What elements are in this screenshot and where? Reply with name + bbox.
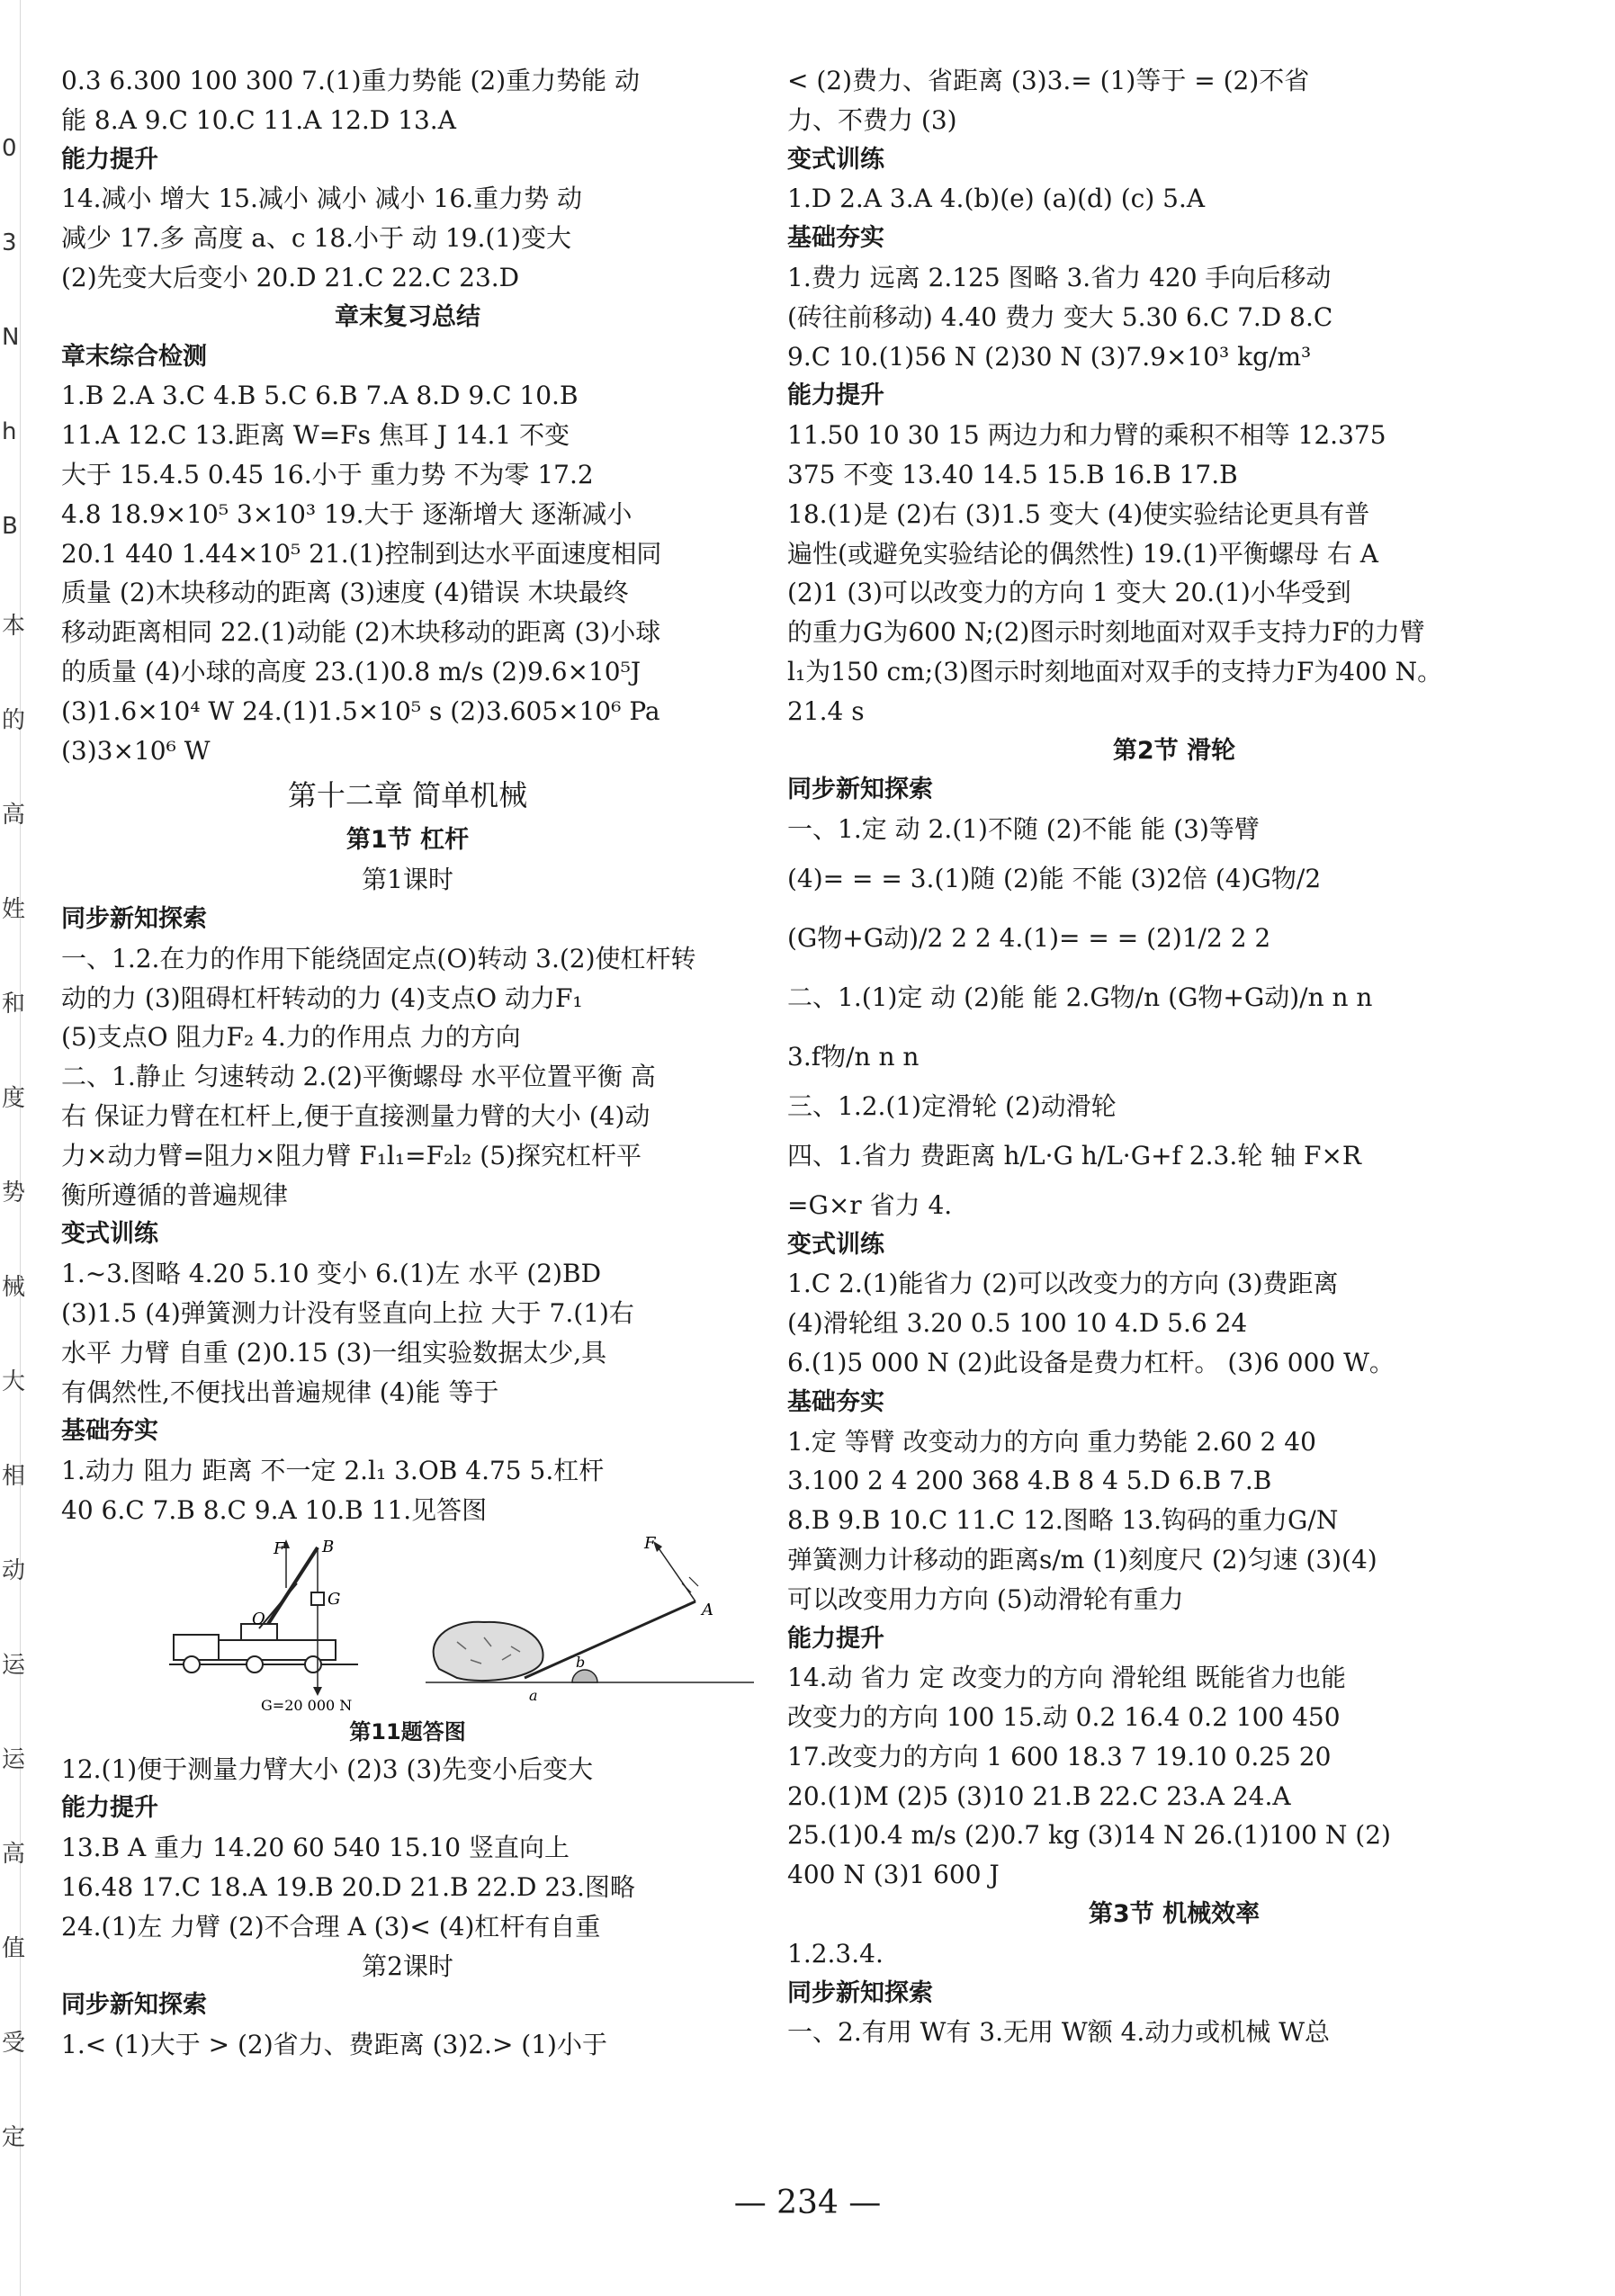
- right-column-line: 1.2.3.4.: [787, 1938, 884, 1969]
- edge-char: 的: [2, 707, 26, 734]
- edge-char: N: [2, 324, 20, 351]
- right-column-line: 1.C 2.(1)能省力 (2)可以改变力的方向 (3)费距离: [787, 1269, 1339, 1299]
- right-column-line: < (2)费力、省距离 (3)3.= (1)等于 = (2)不省: [787, 66, 1310, 95]
- left-column-after-line: 16.48 17.C 18.A 19.B 20.D 21.B 22.D 23.图略: [61, 1872, 635, 1903]
- right-column-line: 弹簧测力计移动的距离s/m (1)刻度尺 (2)匀速 (3)(4): [787, 1544, 1377, 1574]
- right-column-line: 遍性(或避免实验结论的偶然性) 19.(1)平衡螺母 右 A: [787, 538, 1378, 569]
- left-column-line: 能力提升: [61, 145, 158, 174]
- figure-label-O: O: [252, 1609, 265, 1628]
- edge-char: 大: [2, 1368, 26, 1395]
- left-column-lines: [61, 61, 754, 1530]
- edge-char: 运: [2, 1746, 26, 1773]
- figure-label-F2: F: [644, 1533, 656, 1553]
- left-column-line: 动的力 (3)阻碍杠杆转动的力 (4)支点O 动力F₁: [61, 982, 583, 1013]
- left-column-line: (5)支点O 阻力F₂ 4.力的作用点 力的方向: [61, 1022, 521, 1053]
- edge-char: 动: [2, 1557, 26, 1584]
- right-column-line: 14.动 省力 定 改变力的方向 滑轮组 既能省力也能: [787, 1663, 1347, 1693]
- right-column-line: 6.(1)5 000 N (2)此设备是费力杠杆。 (3)6 000 W。: [787, 1347, 1395, 1377]
- figure-label-b: b: [576, 1653, 586, 1671]
- edge-char: 高: [2, 1841, 26, 1868]
- left-column-lines-after: [61, 1750, 754, 2065]
- edge-char: h: [2, 418, 17, 445]
- left-column: [61, 61, 754, 2065]
- left-column-after-line: 1.< (1)大于 > (2)省力、费距离 (3)2.> (1)小于: [61, 2030, 607, 2060]
- right-column-line: 基础夯实: [787, 1387, 884, 1416]
- left-column-line: 质量 (2)木块移动的距离 (3)速度 (4)错误 木块最终: [61, 578, 629, 608]
- right-column-line: 四、1.省力 费距离 h/L·G h/L·G+f 2.3.轮 轴 F×R: [787, 1140, 1361, 1170]
- right-column-line: 1.定 等臂 改变动力的方向 重力势能 2.60 2 40: [787, 1426, 1316, 1457]
- edge-char: 械: [2, 1274, 26, 1301]
- right-column-line: 可以改变用力方向 (5)动滑轮有重力: [787, 1583, 1184, 1614]
- right-column-line: 变式训练: [787, 145, 884, 174]
- edge-char: 和: [2, 991, 26, 1018]
- right-column-line: 1.D 2.A 3.A 4.(b)(e) (a)(d) (c) 5.A: [787, 184, 1206, 214]
- edge-char: 运: [2, 1652, 26, 1679]
- left-column-line: 1.B 2.A 3.C 4.B 5.C 6.B 7.A 8.D 9.C 10.B: [61, 381, 579, 411]
- right-column-line: 1.费力 远离 2.125 图略 3.省力 420 手向后移动: [787, 262, 1332, 292]
- page-number: — 234 —: [733, 2184, 882, 2221]
- right-column-line: 变式训练: [787, 1230, 884, 1259]
- left-column-line: (2)先变大后变小 20.D 21.C 22.C 23.D: [61, 262, 520, 292]
- figure-label-A: A: [702, 1600, 713, 1619]
- right-column-line: 3.f物/n n n: [787, 1041, 920, 1072]
- right-column-line: 第2节 滑轮: [1112, 736, 1236, 765]
- left-column-line: 第1课时: [362, 865, 453, 895]
- right-column-line: (4)= = = 3.(1)随 (2)能 不能 (3)2倍 (4)G物/2: [787, 863, 1322, 893]
- right-column-line: 三、1.2.(1)定滑轮 (2)动滑轮: [787, 1090, 1117, 1121]
- binding-edge: [0, 0, 26, 2296]
- right-column-line: 改变力的方向 100 15.动 0.2 16.4 0.2 100 450: [787, 1702, 1341, 1733]
- right-column-line: 基础夯实: [787, 224, 884, 253]
- edge-char: 定: [2, 2124, 26, 2151]
- right-column-line: 11.50 10 30 15 两边力和力臂的乘积不相等 12.375: [787, 420, 1386, 451]
- right-column-lines: [787, 61, 1561, 2052]
- right-column-line: 一、2.有用 W有 3.无用 W额 4.动力或机械 W总: [787, 2017, 1330, 2048]
- right-column-line: 20.(1)M (2)5 (3)10 21.B 22.C 23.A 24.A: [787, 1780, 1291, 1811]
- figure-label-B: B: [322, 1537, 335, 1556]
- left-column-line: 14.减小 增大 15.减小 减小 减小 16.重力势 动: [61, 184, 582, 214]
- left-column-line: 同步新知探索: [61, 904, 207, 933]
- left-column-line: 一、1.2.在力的作用下能绕固定点(O)转动 3.(2)使杠杆转: [61, 943, 696, 973]
- edge-char: B: [2, 513, 18, 540]
- left-column-line: 大于 15.4.5 0.45 16.小于 重力势 不为零 17.2: [61, 459, 594, 489]
- figure-label-a: a: [529, 1686, 538, 1704]
- edge-char: 姓: [2, 896, 26, 923]
- left-column-line: 移动距离相同 22.(1)动能 (2)木块移动的距离 (3)小球: [61, 617, 661, 648]
- figure-caption: 第11题答图: [349, 1718, 466, 1744]
- left-column-line: (3)3×10⁶ W: [61, 735, 211, 766]
- edge-char: 势: [2, 1179, 26, 1206]
- right-column-line: 一、1.定 动 2.(1)不随 (2)不能 能 (3)等臂: [787, 814, 1260, 845]
- right-column-line: 17.改变力的方向 1 600 18.3 7 19.10 0.25 20: [787, 1741, 1332, 1771]
- left-column-line: 的质量 (4)小球的高度 23.(1)0.8 m/s (2)9.6×10⁵J: [61, 656, 642, 686]
- left-column-line: 有偶然性,不便找出普遍规律 (4)能 等于: [61, 1377, 499, 1407]
- figure-label-F: F: [274, 1538, 285, 1558]
- left-column-line: 4.8 18.9×10⁵ 3×10³ 19.大于 逐渐增大 逐渐减小: [61, 498, 633, 529]
- left-column-line: 变式训练: [61, 1220, 158, 1249]
- edge-char: 值: [2, 1935, 26, 1962]
- left-column-line: 衡所遵循的普遍规律: [61, 1179, 289, 1210]
- left-column-after-line: 13.B A 重力 14.20 60 540 15.10 竖直向上: [61, 1833, 570, 1863]
- right-column-line: l₁为150 cm;(3)图示时刻地面对双手的支持力F为400 N。: [787, 656, 1443, 686]
- left-column-line: 二、1.静止 匀速转动 2.(2)平衡螺母 水平位置平衡 高: [61, 1062, 656, 1092]
- right-column-line: 9.C 10.(1)56 N (2)30 N (3)7.9×10³ kg/m³: [787, 341, 1312, 372]
- left-column-line: (3)1.5 (4)弹簧测力计没有竖直向上拉 大于 7.(1)右: [61, 1297, 634, 1328]
- left-column-after-line: 12.(1)便于测量力臂大小 (2)3 (3)先变小后变大: [61, 1753, 594, 1784]
- left-column-line: 40 6.C 7.B 8.C 9.A 10.B 11.见答图: [61, 1494, 488, 1525]
- right-column-line: 18.(1)是 (2)右 (3)1.5 变大 (4)使实验结论更具有普: [787, 498, 1370, 529]
- edge-char: 受: [2, 2030, 26, 2057]
- right-column-line: 能力提升: [787, 1624, 884, 1653]
- edge-char: 0: [2, 135, 17, 162]
- left-column-after-line: 第2课时: [362, 1951, 453, 1981]
- right-column-line: (G物+G动)/2 2 2 4.(1)= = = (2)1/2 2 2: [787, 922, 1271, 953]
- left-column-line: 水平 力臂 自重 (2)0.15 (3)一组实验数据太少,具: [61, 1337, 607, 1368]
- left-column-after-line: 能力提升: [61, 1794, 158, 1823]
- left-column-line: 1.动力 阻力 距离 不一定 2.l₁ 3.OB 4.75 5.杠杆: [61, 1456, 605, 1486]
- right-column-line: 375 不变 13.40 14.5 15.B 16.B 17.B: [787, 459, 1238, 489]
- left-column-line: 0.3 6.300 100 300 7.(1)重力势能 (2)重力势能 动: [61, 66, 641, 95]
- edge-char: 度: [2, 1085, 26, 1112]
- right-column-line: 力、不费力 (3): [787, 104, 957, 135]
- right-column-line: 第3节 机械效率: [1088, 1900, 1261, 1929]
- edge-char: 相: [2, 1463, 26, 1490]
- right-column-line: =G×r 省力 4.: [787, 1189, 953, 1220]
- edge-char: 高: [2, 802, 26, 829]
- right-column-line: 8.B 9.B 10.C 11.C 12.图略 13.钩码的重力G/N: [787, 1505, 1339, 1536]
- right-column-line: 21.4 s: [787, 695, 865, 726]
- left-column-line: 20.1 440 1.44×10⁵ 21.(1)控制到达水平面速度相同: [61, 538, 662, 569]
- left-column-line: 减少 17.多 高度 a、c 18.小于 动 19.(1)变大: [61, 223, 572, 254]
- left-column-line: 11.A 12.C 13.距离 W=Fs 焦耳 J 14.1 不变: [61, 420, 570, 451]
- figure-11-svg: [61, 1534, 754, 1714]
- left-column-line: 力×动力臂=阻力×阻力臂 F₁l₁=F₂l₂ (5)探究杠杆平: [61, 1140, 642, 1170]
- left-column-line: 章末综合检测: [61, 342, 207, 371]
- right-column-line: 的重力G为600 N;(2)图示时刻地面对双手支持力F的力臂: [787, 617, 1425, 648]
- right-column-line: 400 N (3)1 600 J: [787, 1860, 1000, 1890]
- left-column-line: 章末复习总结: [335, 302, 480, 331]
- edge-char: 3: [2, 229, 17, 256]
- right-column-line: 能力提升: [787, 381, 884, 410]
- left-column-line: 基础夯实: [61, 1417, 158, 1446]
- figure-label-G: G: [327, 1589, 341, 1609]
- left-column-line: 能 8.A 9.C 10.C 11.A 12.D 13.A: [61, 104, 456, 135]
- left-column-line: 1.~3.图略 4.20 5.10 变小 6.(1)左 水平 (2)BD: [61, 1259, 602, 1289]
- left-column-line: 右 保证力臂在杠杆上,便于直接测量力臂的大小 (4)动: [61, 1100, 650, 1131]
- right-column-line: 同步新知探索: [787, 1978, 933, 2007]
- figure-11-answer: [61, 1534, 754, 1714]
- right-column-line: 同步新知探索: [787, 776, 933, 804]
- left-column-line: 第十二章 简单机械: [287, 778, 528, 813]
- edge-char: 本: [2, 613, 26, 640]
- left-column-line: (3)1.6×10⁴ W 24.(1)1.5×10⁵ s (2)3.605×10⁶ Pa: [61, 695, 660, 726]
- right-column-line: 3.100 2 4 200 368 4.B 8 4 5.D 6.B 7.B: [787, 1466, 1272, 1496]
- right-column-line: 二、1.(1)定 动 (2)能 能 2.G物/n (G物+G动)/n n n: [787, 982, 1373, 1012]
- right-column-line: (4)滑轮组 3.20 0.5 100 10 4.D 5.6 24: [787, 1308, 1248, 1339]
- left-column-line: 第1节 杠杆: [345, 826, 470, 855]
- right-column: [787, 61, 1561, 2052]
- right-column-line: (砖往前移动) 4.40 费力 变大 5.30 6.C 7.D 8.C: [787, 301, 1333, 332]
- left-column-after-line: 24.(1)左 力臂 (2)不合理 A (3)< (4)杠杆有自重: [61, 1911, 601, 1942]
- left-column-after-line: 同步新知探索: [61, 1991, 207, 2020]
- right-column-line: 25.(1)0.4 m/s (2)0.7 kg (3)14 N 26.(1)100 N (2): [787, 1820, 1391, 1851]
- right-column-line: (2)1 (3)可以改变力的方向 1 变大 20.(1)小华受到: [787, 578, 1351, 608]
- figure-load-label: G=20 000 N: [261, 1696, 353, 1714]
